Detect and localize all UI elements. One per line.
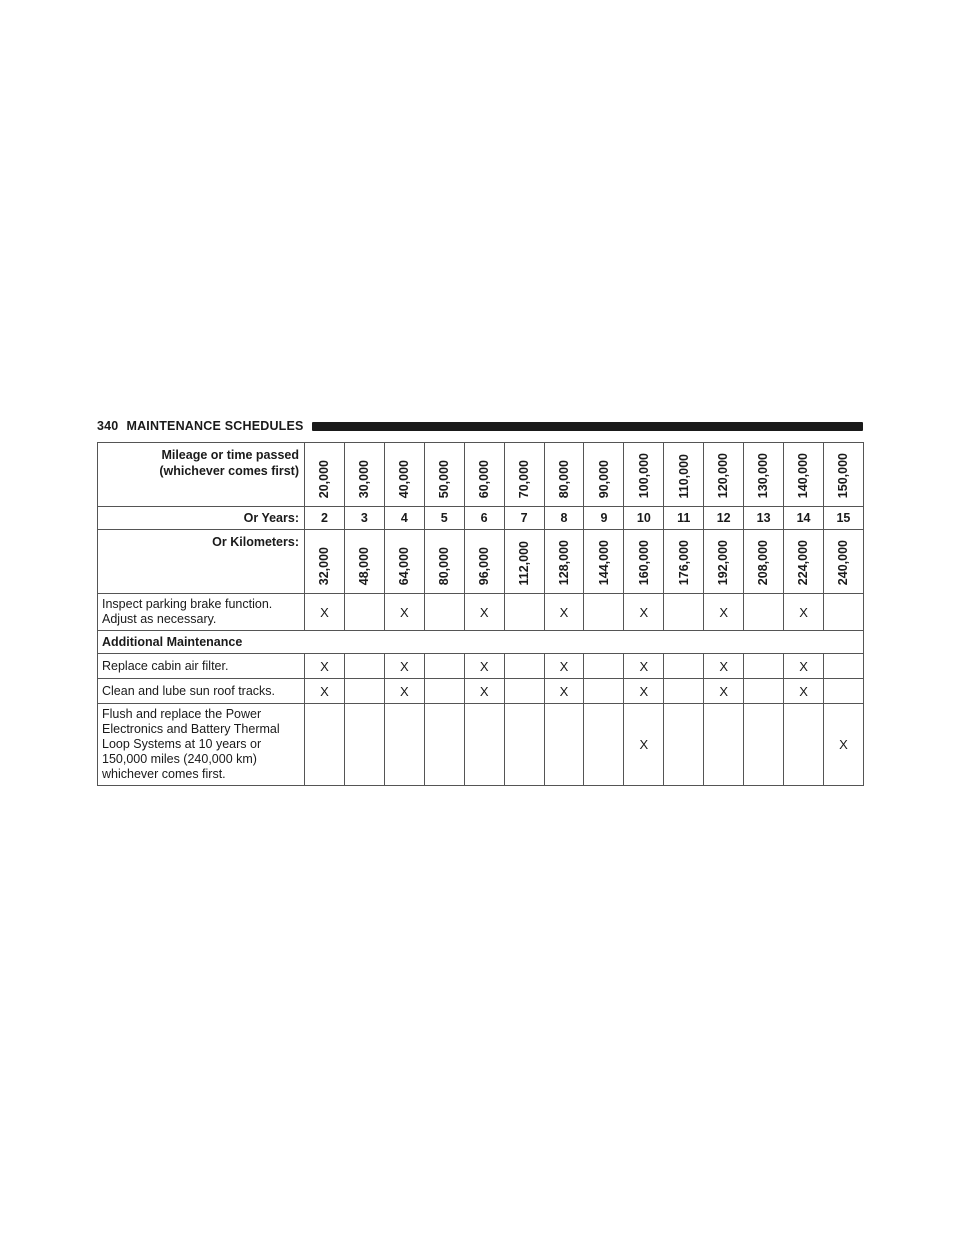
schedule-mark: X [704,654,744,679]
schedule-mark [424,679,464,704]
schedule-mark: X [305,594,345,631]
schedule-mark [584,654,624,679]
kilometers-value: 240,000 [836,539,851,585]
task-line: Flush and replace the Power [102,707,262,721]
schedule-mark [504,679,544,704]
header-rule [312,422,863,431]
maintenance-schedule-table [97,442,864,786]
mileage-cell [584,443,624,507]
kilometers-cell [305,530,345,594]
kilometers-cell [584,530,624,594]
kilometers-cell [624,530,664,594]
page-header [97,417,863,435]
schedule-mark: X [305,679,345,704]
schedule-mark [664,594,704,631]
schedule-mark [504,704,544,786]
mileage-value: 60,000 [476,459,491,498]
mileage-value: 100,000 [636,452,651,498]
schedule-mark: X [384,654,424,679]
schedule-mark [344,704,384,786]
kilometers-value: 128,000 [556,539,571,585]
schedule-mark: X [624,704,664,786]
task-line: Clean and lube sun roof tracks. [102,683,276,698]
schedule-mark [424,704,464,786]
task-line: Electronics and Battery Thermal [102,722,280,736]
task-description [98,679,305,704]
schedule-mark: X [624,679,664,704]
mileage-cell [384,443,424,507]
kilometers-cell [464,530,504,594]
schedule-mark [424,594,464,631]
schedule-mark [744,704,784,786]
years-row [98,507,864,530]
kilometers-value: 176,000 [676,539,691,585]
schedule-mark: X [784,594,824,631]
page-number: 340 [97,419,119,433]
mileage-value: 40,000 [397,459,412,498]
schedule-mark [584,594,624,631]
kilometers-value: 144,000 [596,539,611,585]
schedule-mark [305,704,345,786]
mileage-cell [544,443,584,507]
schedule-mark: X [464,679,504,704]
schedule-mark: X [624,654,664,679]
schedule-mark [664,704,704,786]
kilometers-cell [384,530,424,594]
kilometers-row [98,530,864,594]
schedule-mark [344,679,384,704]
schedule-mark [744,654,784,679]
task-row [98,704,864,786]
kilometers-value: 160,000 [636,539,651,585]
mileage-cell [504,443,544,507]
kilometers-value: 112,000 [516,540,531,585]
year-value: 10 [624,507,664,530]
task-line: whichever comes first. [102,767,226,781]
page-heading [97,419,304,433]
year-value: 12 [704,507,744,530]
year-value: 5 [424,507,464,530]
mileage-value: 70,000 [516,459,531,498]
schedule-mark [504,594,544,631]
schedule-mark [544,704,584,786]
years-label: Or Years: [98,507,305,530]
kilometers-cell [504,530,544,594]
schedule-mark: X [464,594,504,631]
year-value: 3 [344,507,384,530]
schedule-mark: X [544,679,584,704]
task-line: Loop Systems at 10 years or [102,737,262,751]
schedule-mark [744,594,784,631]
year-value: 6 [464,507,504,530]
schedule-mark: X [544,654,584,679]
kilometers-value: 224,000 [796,539,811,585]
mileage-cell [664,443,704,507]
kilometers-value: 96,000 [476,546,491,585]
schedule-mark [344,594,384,631]
schedule-mark: X [305,654,345,679]
mileage-value: 20,000 [317,459,332,498]
schedule-mark [384,704,424,786]
mileage-label [98,443,305,507]
mileage-cell [744,443,784,507]
schedule-mark [464,704,504,786]
schedule-mark [424,654,464,679]
schedule-mark [344,654,384,679]
schedule-mark [823,654,863,679]
mileage-cell [305,443,345,507]
year-value: 13 [744,507,784,530]
task-description [98,654,305,679]
schedule-mark [664,679,704,704]
schedule-mark: X [784,679,824,704]
task-line: Adjust as necessary. [102,612,217,626]
kilometers-cell [544,530,584,594]
year-value: 11 [664,507,704,530]
task-row [98,679,864,704]
schedule-mark: X [384,679,424,704]
schedule-mark: X [464,654,504,679]
mileage-value: 140,000 [796,452,811,498]
task-line: 150,000 miles (240,000 km) [102,752,257,766]
year-value: 9 [584,507,624,530]
task-description [98,704,305,786]
schedule-mark: X [624,594,664,631]
mileage-cell [823,443,863,507]
mileage-value: 90,000 [596,459,611,498]
schedule-mark [584,679,624,704]
kilometers-cell [704,530,744,594]
section-title: MAINTENANCE SCHEDULES [126,419,304,433]
mileage-value: 130,000 [756,452,771,498]
task-row [98,654,864,679]
kilometers-cell [784,530,824,594]
mileage-label-line: (whichever comes first) [159,464,299,478]
mileage-cell [704,443,744,507]
kilometers-cell [823,530,863,594]
task-line: Inspect parking brake function. [102,597,273,611]
schedule-mark: X [823,704,863,786]
schedule-mark [704,704,744,786]
section-heading: Additional Maintenance [98,631,864,654]
mileage-value: 120,000 [716,452,731,498]
kilometers-value: 32,000 [317,546,332,585]
year-value: 7 [504,507,544,530]
year-value: 14 [784,507,824,530]
mileage-row [98,443,864,507]
mileage-cell [344,443,384,507]
year-value: 15 [823,507,863,530]
kilometers-value: 48,000 [357,546,372,585]
schedule-mark: X [384,594,424,631]
year-value: 2 [305,507,345,530]
kilometers-cell [664,530,704,594]
mileage-value: 110,000 [676,453,691,498]
schedule-mark [784,704,824,786]
kilometers-cell [424,530,464,594]
kilometers-cell [744,530,784,594]
mileage-value: 50,000 [436,459,451,498]
mileage-cell [424,443,464,507]
kilometers-value: 64,000 [397,546,412,585]
mileage-value: 80,000 [556,459,571,498]
schedule-mark: X [784,654,824,679]
schedule-mark: X [704,679,744,704]
mileage-value: 30,000 [357,459,372,498]
task-description [98,594,305,631]
task-row [98,594,864,631]
schedule-mark [504,654,544,679]
mileage-cell [464,443,504,507]
schedule-mark: X [704,594,744,631]
schedule-mark [744,679,784,704]
kilometers-value: 192,000 [716,539,731,585]
mileage-value: 150,000 [836,452,851,498]
mileage-cell [624,443,664,507]
mileage-cell [784,443,824,507]
kilometers-label: Or Kilometers: [98,530,305,594]
kilometers-cell [344,530,384,594]
schedule-mark [823,594,863,631]
section-row [98,631,864,654]
schedule-mark: X [544,594,584,631]
schedule-mark [823,679,863,704]
schedule-mark [584,704,624,786]
task-line: Replace cabin air filter. [102,658,229,673]
year-value: 4 [384,507,424,530]
kilometers-value: 80,000 [436,546,451,585]
year-value: 8 [544,507,584,530]
schedule-mark [664,654,704,679]
mileage-label-line: Mileage or time passed [161,448,299,462]
kilometers-value: 208,000 [756,539,771,585]
